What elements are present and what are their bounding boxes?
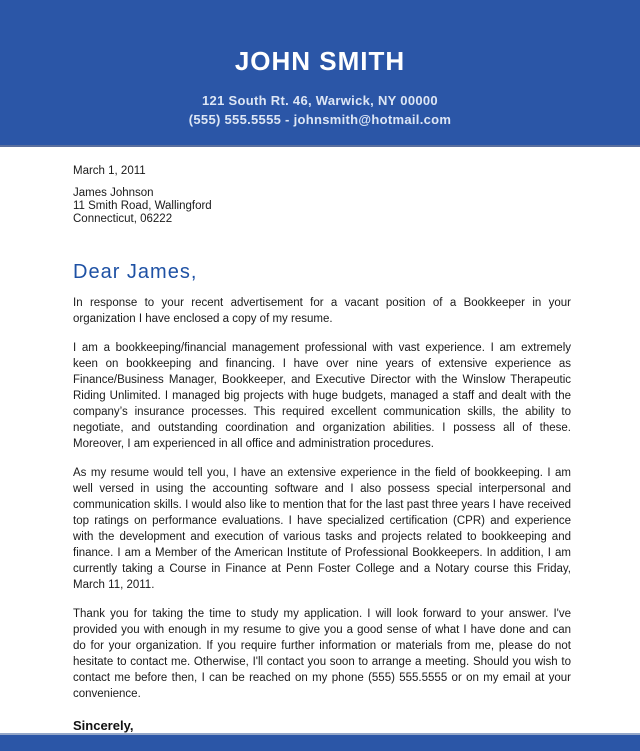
footer-bar bbox=[0, 733, 640, 751]
body-paragraph-skills: As my resume would tell you, I have an extensive experience in the field of bookkeeping. I am well versed in using the accounting software and I also possess special interpersonal and communication skills. I would also like to mention that for the last past three years I have received top ratings on performance evaluations. I have specialized certification (CPR) and experience with the development and execution of various tasks and projects related to bookkeeping and finance. I am a Member of the American Institute of Professional Bookkeepers. In addition, I am currently taking a Course in Finance at Penn Foster College and a Notary course this Friday, March 11, 2011. bbox=[73, 467, 571, 591]
sender-contact-block bbox=[0, 91, 640, 129]
sender-name: JOHN SMITH bbox=[234, 46, 406, 76]
recipient-name: James Johnson bbox=[73, 187, 154, 199]
salutation: Dear James, bbox=[73, 261, 198, 283]
body-paragraph-experience: I am a bookkeeping/financial management professional with vast experience. I am extremely keen on bookkeeping and financing. I have over nine years of extensive experience as Finance/Business Manager, Bookkeeper, and Executive Director with the Winslow Therapeutic Riding Unlimited. I managed big projects with huge budgets, managed a staff and dealt with the company’s insurance processes. This required excellent communication skills, the ability to negotiate, and outstanding coordination and organization abilities. I possess all of these. Moreover, I am experienced in all office and administration procedures. bbox=[73, 342, 571, 450]
letterhead-banner bbox=[0, 0, 640, 147]
body-paragraph-thanks: Thank you for taking the time to study my application. I will look forward to your answer. I've provided you with enough in my resume to give you a good sense of what I have done and can do for your organization. If you require further information or materials from me, please do not hesitate to contact me. Otherwise, I'll contact you soon to arrange a meeting. Should you wish to contact me before then, I can be reached on my phone (555) 555.5555 or on my email at your convenience. bbox=[73, 608, 571, 700]
recipient-block bbox=[73, 187, 571, 226]
letter-body bbox=[73, 147, 571, 748]
recipient-address-line2: Connecticut, 06222 bbox=[73, 213, 173, 225]
recipient-address-line1: 11 Smith Road, Wallingford bbox=[73, 200, 212, 212]
sender-address: 121 South Rt. 46, Warwick, NY 00000 bbox=[202, 93, 438, 108]
closing-word: Sincerely, bbox=[73, 718, 134, 733]
body-paragraph-intro: In response to your recent advertisement for a vacant position of a Bookkeeper in your organization I have enclosed a copy of my resume. bbox=[73, 297, 571, 325]
sender-phone-email: (555) 555.5555 - johnsmith@hotmail.com bbox=[188, 112, 452, 127]
letter-date: March 1, 2011 bbox=[73, 165, 146, 177]
